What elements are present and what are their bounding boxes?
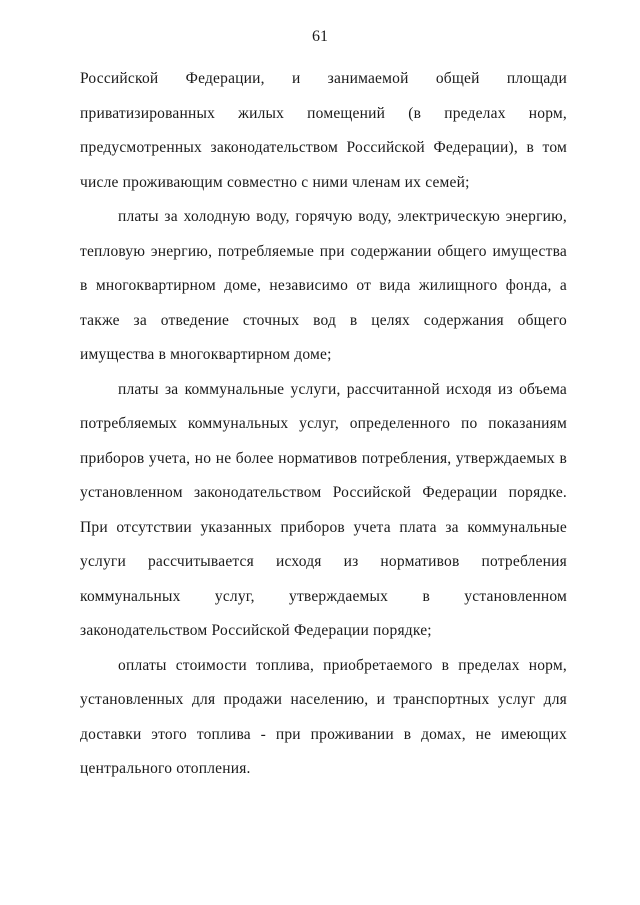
paragraph: платы за коммунальные услуги, рассчитанной исходя из объема потребляемых коммунальных услуг, определенного по показаниям приборов учета, но не более нормативов потребления, утверждаемых в установленном законодательством Российской Федерации порядке. При отсутствии указанных приборов учета плата за коммунальные услуги рассчитывается исходя из нормативов потребления коммунальных услуг, утверждаемых в установленном законодательством Российской Федерации порядке; <box>80 380 567 639</box>
paragraph-continuation: Российской Федерации, и занимаемой общей площади приватизированных жилых помещений (в пределах норм, предусмотренных законодательством Российской Федерации), в том числе проживающим совместно с ними членам их семей; <box>80 70 567 191</box>
document-text-body <box>80 62 567 787</box>
page-number: 61 <box>312 28 328 45</box>
paragraph: платы за холодную воду, горячую воду, электрическую энергию, тепловую энергию, потребляемые при содержании общего имущества в многоквартирном доме, независимо от вида жилищного фонда, а также за отведение сточных вод в целях содержания общего имущества в многоквартирном доме; <box>80 208 567 363</box>
paragraph: оплаты стоимости топлива, приобретаемого в пределах норм, установленных для продажи населению, и транспортных услуг для доставки этого топлива - при проживании в домах, не имеющих центрального отопления. <box>80 656 567 777</box>
